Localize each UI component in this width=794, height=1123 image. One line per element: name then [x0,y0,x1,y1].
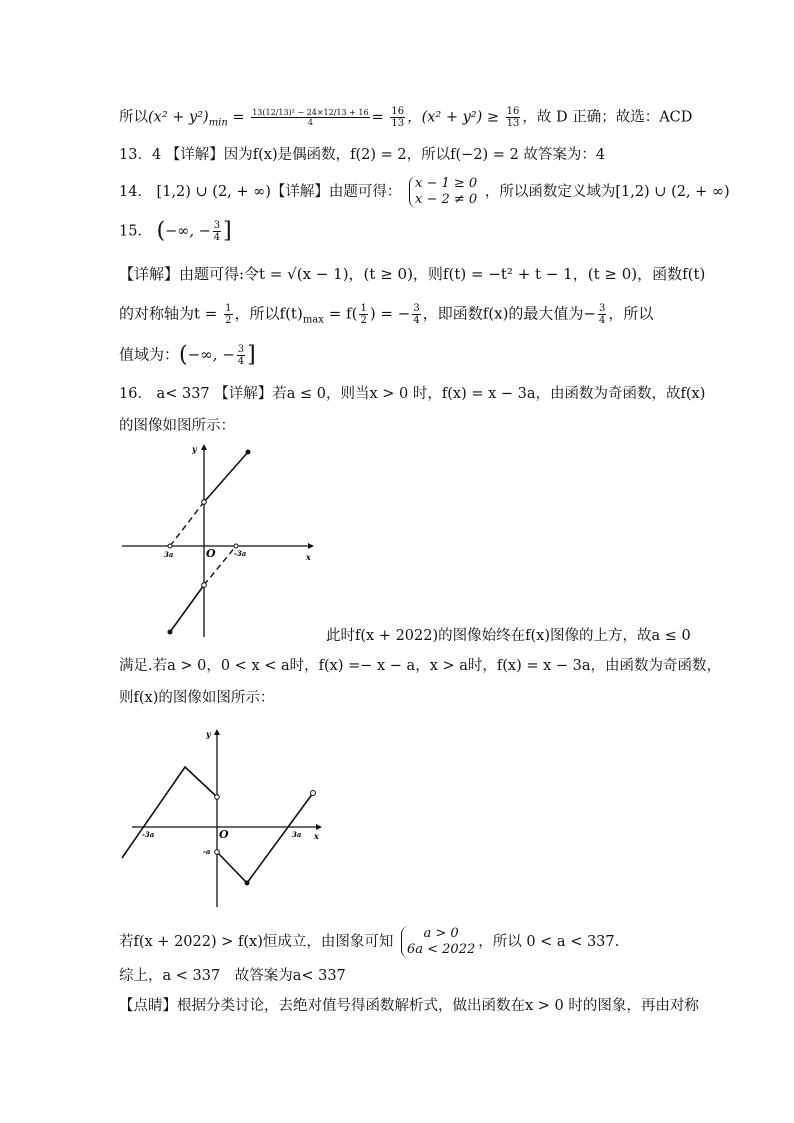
t: −∞, − [187,345,235,364]
endpoint-dot [168,630,173,635]
frac-den: 4 [213,232,221,243]
t: 值域为： [119,345,180,364]
y-axis-arrow [214,729,220,735]
condition-1: x − 1 ≥ 0 [415,176,478,191]
right-bracket: ] [223,218,232,244]
fraction-result [390,106,405,129]
y-label: y [206,729,211,739]
tick-label: -3a [234,549,247,558]
t: 的对称轴为t = [119,304,218,323]
t: ，所以 0 < a < 337. [478,934,620,950]
right-bracket: ] [247,342,256,368]
solution-15-detail-1: 【详解】由题可得:令t = √(x − 1)，(t ≥ 0)，则f(t) = −t² + t − 1，(t ≥ 0)，函数f(t) [119,265,706,283]
fraction-min [251,108,369,127]
graph-case-a-nonpositive [118,442,318,642]
math-mid: ，(x² + y²) ≥ [407,109,500,126]
solution-13: 13．4 【详解】因为f(x)是偶函数，f(2) = 2，所以f(−2) = 2 故答案为：4 [119,147,606,163]
open-circle [168,544,172,548]
t: ，所以 [608,304,654,323]
y-label: y [192,444,197,454]
solution-16-line-7: 综上，a < 337 故答案为a< 337 [119,968,346,984]
solution-16-line-8: 【点睛】根据分类讨论，去绝对值号得函数解析式，做出函数在x > 0 时的图象，再由对称 [119,998,699,1014]
fraction [224,303,232,326]
condition-2: x − 2 ≠ 0 [415,192,478,207]
open-circle [215,850,220,855]
branch-negative [170,585,204,632]
vertex-dot [245,881,250,886]
fraction-result-2 [506,106,521,129]
open-circle [202,583,207,588]
d: 4 [599,315,606,326]
n: 1 [225,303,232,314]
n: 3 [237,344,245,355]
condition-2: 6a < 2022 [406,942,476,957]
n: 1 [360,303,367,314]
branch-negative [122,767,217,858]
solution-14 [119,176,730,208]
t: ，即函数f(x)的最大值为− [422,304,597,323]
solution-12-conclusion [119,106,692,133]
solution-15-detail-2 [119,303,653,331]
equals-2: = [371,109,384,126]
t: 若f(x + 2022) > f(x)恒成立，由图象可知 [119,934,394,950]
frac-den: 13 [391,118,405,129]
t: ，所以f(t) [234,304,303,323]
solution-15-detail-3 [119,344,256,367]
branch-positive [204,452,248,502]
graph-case-a-positive [118,725,328,915]
tick-label: -3a [142,830,155,839]
fraction [598,303,606,326]
fraction [412,303,420,326]
x-axis-arrow [316,824,322,830]
y-axis-arrow [201,444,207,450]
equals: = [232,109,245,126]
tick-label: -a [203,847,211,856]
dashed-extension [170,502,204,546]
frac-num: 16 [391,106,405,117]
text-tail: ，故 D 正确；故选：ACD [522,109,693,126]
fraction [359,303,367,326]
solution-16-line-5: 则f(x)的图像如图所示： [119,690,275,706]
d: 2 [360,315,367,326]
fraction [237,344,245,367]
frac-den: 4 [307,118,313,127]
n: 3 [413,303,420,314]
t: ) = − [369,304,411,323]
x-label: x [314,831,319,841]
x-axis-arrow [308,543,314,549]
condition-1: a > 0 [423,926,459,941]
solution-16-line-2: 的图像如图所示： [119,418,235,434]
tick-label: 3a [292,830,302,839]
math-sub: min [208,117,228,129]
open-circle [202,500,207,505]
d: 4 [413,315,420,326]
n: 3 [599,303,606,314]
x-label: x [306,552,311,562]
condition-system [401,926,475,958]
fraction [213,220,221,243]
open-circle [234,544,238,548]
endpoint-dot [246,450,251,455]
t: = f( [323,304,358,323]
answer: −∞, − [165,223,211,240]
frac-num: 16 [506,106,520,117]
text-tail: ，所以函数定义域为[1,2) ∪ (2, + ∞) [484,184,730,200]
left-paren: ( [179,342,188,368]
frac-den: 13 [506,118,520,129]
sub: max [302,314,324,326]
frac-num: 3 [213,220,221,231]
solution-16-line-4: 满足.若a > 0，0 < x < a时，f(x) =− x − a，x > a时，f(x) = x − 3a，由函数为奇函数， [119,658,722,674]
math-expr: (x² + y²) [148,109,209,126]
tick-label: 3a [164,550,174,559]
condition-system [409,176,477,208]
solution-16-line-6 [119,926,619,958]
d: 2 [225,315,232,326]
open-circle [215,795,220,800]
open-circle [311,791,316,796]
frac-num: 13(12/13)² − 24×12/13 + 16 [252,108,369,117]
text-head: 14． [1,2) ∪ (2, + ∞)【详解】由题可得： [119,184,402,200]
text-head: 15． [119,223,152,240]
solution-16-line-1: 16． a< 337 【详解】若a ≤ 0，则当x > 0 时，f(x) = x − 3a，由函数为奇函数，故f(x) [119,386,706,402]
d: 4 [237,356,245,367]
solution-15 [119,220,232,243]
text-prefix: 所以 [119,109,148,126]
left-paren: ( [156,218,166,244]
origin-label: O [219,828,229,841]
solution-16-line-3: 此时f(x + 2022)的图像始终在f(x)图像的上方，故a ≤ 0 [326,628,691,644]
origin-label: O [206,547,216,560]
